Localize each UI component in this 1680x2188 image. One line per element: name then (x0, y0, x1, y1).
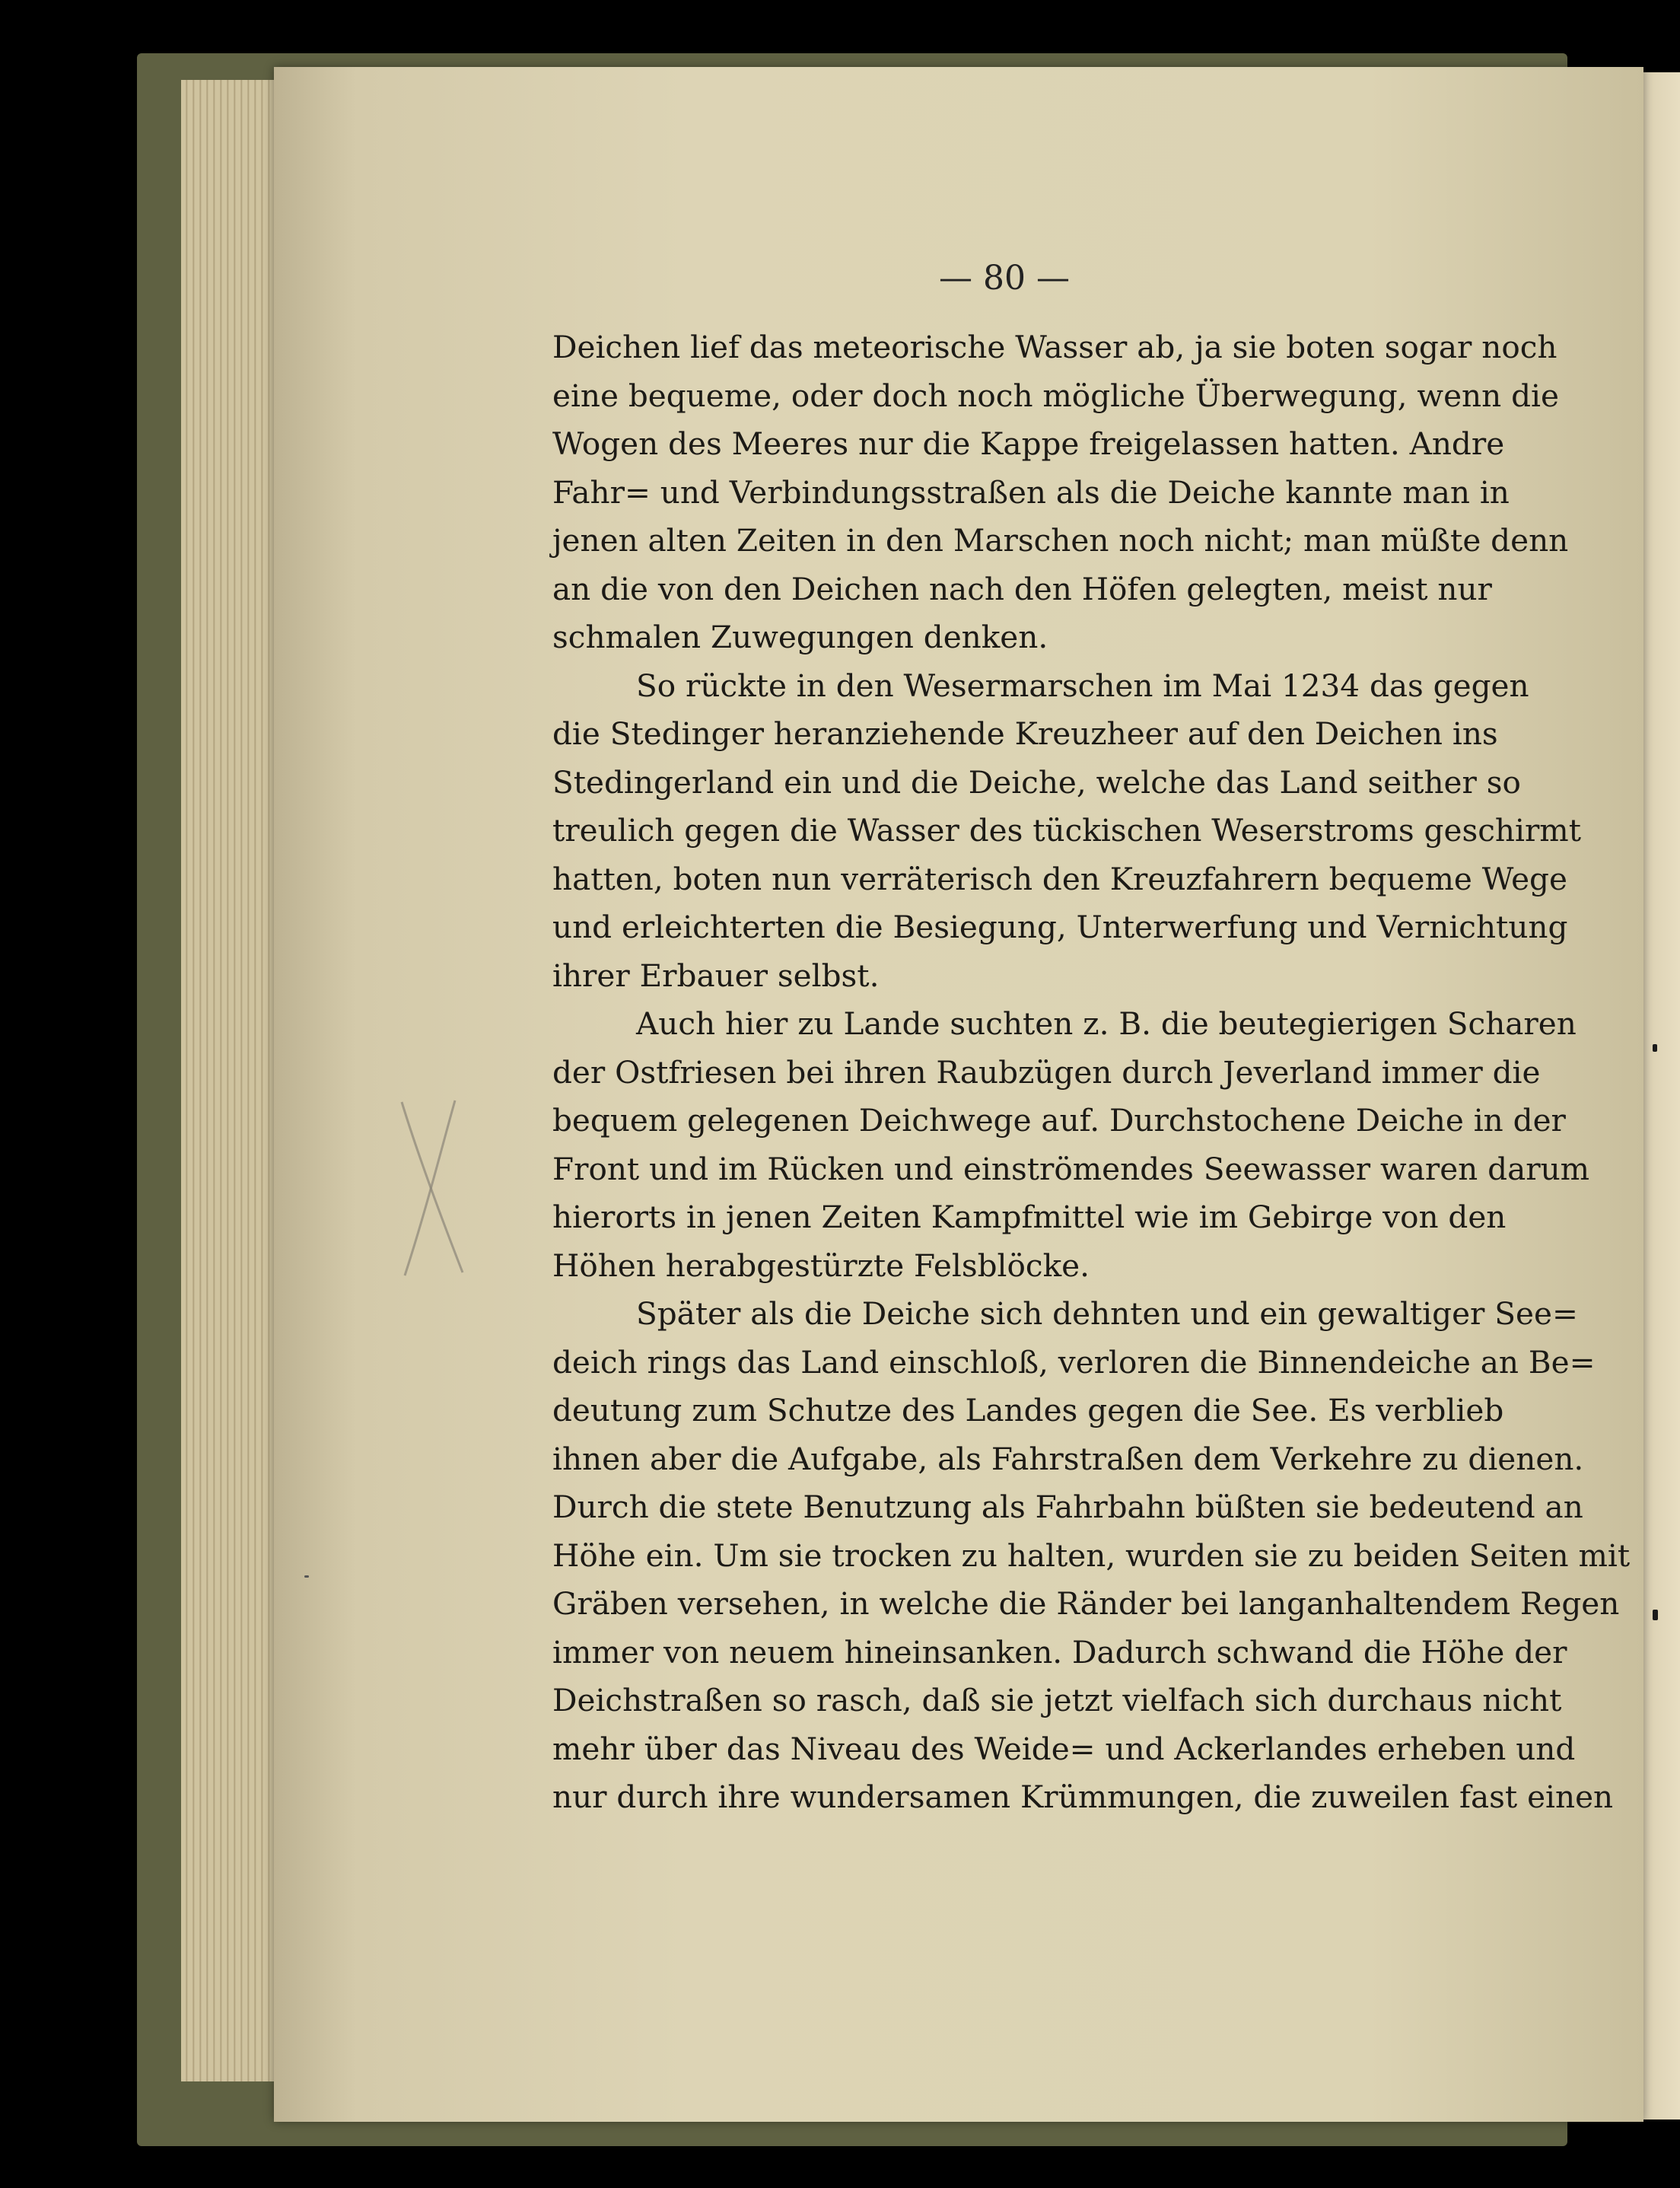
text-line: die Stedinger heranziehende Kreuzheer auf den Deichen ins (552, 715, 1498, 752)
text-line: Höhe ein. Um sie trocken zu halten, wurden sie zu beiden Seiten mit (552, 1537, 1631, 1574)
text-line: Auch hier zu Lande suchten z. B. die beutegierigen Scharen (636, 1005, 1577, 1042)
text-line: mehr über das Niveau des Weide= und Ackerlandes erheben und (552, 1730, 1576, 1767)
text-line: hierorts in jenen Zeiten Kampfmittel wie im Gebirge von den (552, 1199, 1507, 1235)
dust-speck (1653, 1610, 1658, 1620)
text-line: Durch die stete Benutzung als Fahrbahn büßten sie bedeutend an (552, 1489, 1583, 1525)
text-line: eine bequeme, oder doch noch mögliche Überwegung, wenn die (552, 377, 1559, 414)
text-line: So rückte in den Wesermarschen im Mai 1234 das gegen (636, 667, 1529, 704)
text-line: schmalen Zuwegungen denken. (552, 619, 1048, 655)
text-line: deutung zum Schutze des Landes gegen die See. Es verblieb (552, 1392, 1504, 1428)
body-text (552, 323, 1631, 1822)
text-line: ihnen aber die Aufgabe, als Fahrstraßen dem Verkehre zu dienen. (552, 1440, 1584, 1477)
paragraph-4 (552, 1290, 1631, 1822)
text-line: Front und im Rücken und einströmendes Seewasser waren darum (552, 1150, 1590, 1187)
text-line: Höhen herabgestürzte Felsblöcke. (552, 1247, 1090, 1284)
text-line: Wogen des Meeres nur die Kappe freigelassen hatten. Andre (552, 425, 1505, 462)
text-line: Deichstraßen so rasch, daß sie jetzt vielfach sich durchaus nicht (552, 1682, 1562, 1718)
text-line: Gräben versehen, in welche die Ränder bei langanhaltendem Regen (552, 1585, 1620, 1622)
text-line: ihrer Erbauer selbst. (552, 957, 880, 994)
text-line: Stedingerland ein und die Deiche, welche das Land seither so (552, 763, 1521, 801)
text-line: und erleichterten die Besiegung, Unterwerfung und Vernichtung (552, 909, 1568, 945)
text-line: der Ostfriesen bei ihren Raubzügen durch Jeverland immer die (552, 1053, 1541, 1091)
dust-speck (304, 1575, 309, 1578)
pencil-x-mark-icon (396, 1096, 472, 1279)
text-line: jenen alten Zeiten in den Marschen noch nicht; man müßte denn (552, 522, 1569, 559)
text-line: Später als die Deiche sich dehnten und ein gewaltiger See= (636, 1295, 1578, 1332)
text-line: immer von neuem hineinsanken. Dadurch schwand die Höhe der (552, 1633, 1567, 1670)
page-edges (181, 80, 280, 2081)
paragraph-3 (552, 1000, 1590, 1290)
paragraph-2 (552, 662, 1581, 1001)
text-line: bequem gelegenen Deichwege auf. Durchstochene Deiche in der (552, 1102, 1566, 1139)
text-line: nur durch ihre wundersamen Krümmungen, die zuweilen fast einen (552, 1779, 1614, 1815)
dust-speck (1653, 1044, 1657, 1052)
text-line: Fahr= und Verbindungsstraßen als die Deiche kannte man in (552, 473, 1510, 511)
text-line: treulich gegen die Wasser des tückischen Weserstroms geschirmt (552, 812, 1581, 849)
text-line: hatten, boten nun verräterisch den Kreuzfahrern bequeme Wege (552, 860, 1567, 897)
text-line: Deichen lief das meteorische Wasser ab, ja sie boten sogar noch (552, 329, 1558, 365)
paragraph-1 (552, 323, 1569, 662)
text-line: deich rings das Land einschloß, verloren die Binnendeiche an Be= (552, 1343, 1596, 1381)
page-number: — 80 — (939, 259, 1070, 298)
text-line: an die von den Deichen nach den Höfen gelegten, meist nur (552, 570, 1492, 607)
